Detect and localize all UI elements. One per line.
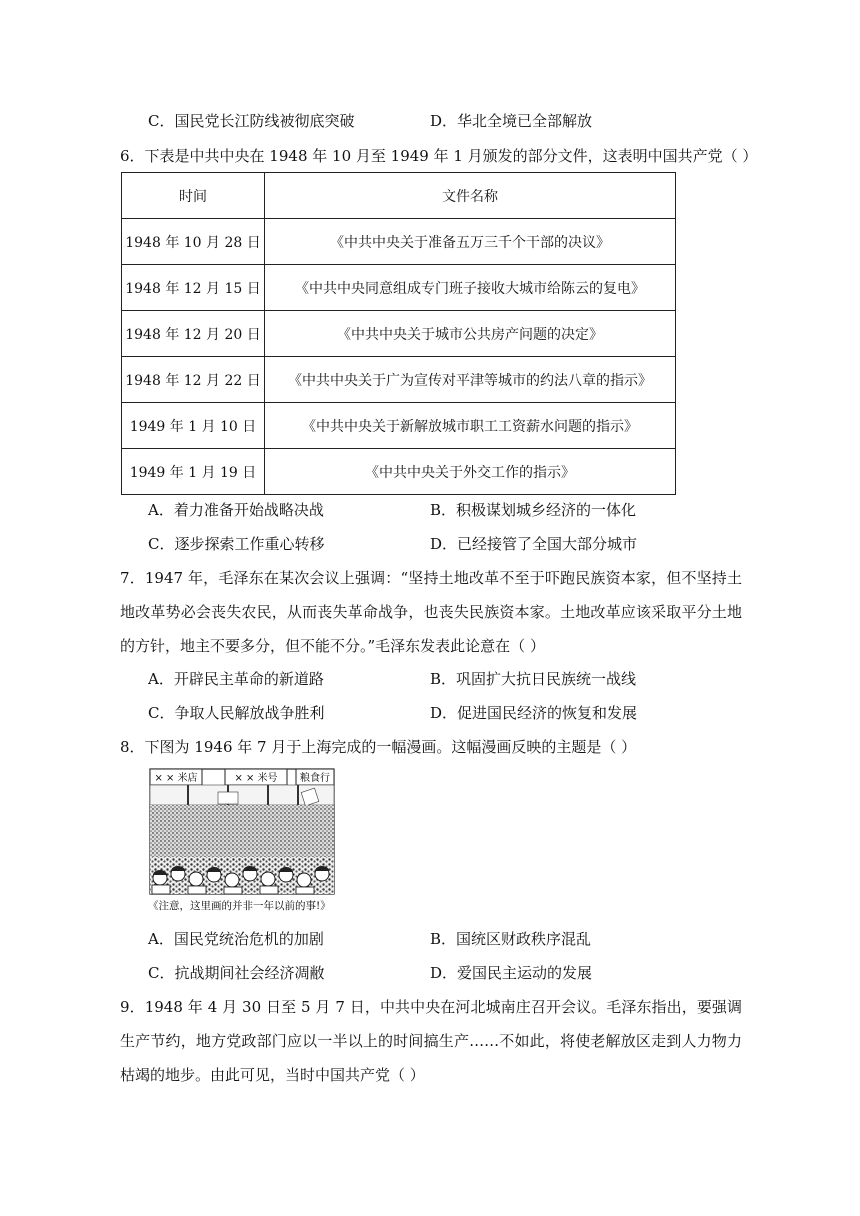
q6-option-c: C．逐步探索工作重心转移 (148, 535, 325, 553)
q5-option-c: C．国民党长江防线被彻底突破 (148, 112, 355, 130)
cartoon-sign-3: 粮食行 (300, 773, 330, 784)
q8-option-a: A．国民党统治危机的加剧 (148, 930, 324, 948)
table-cell-time: 1949 年 1 月 10 日 (122, 403, 265, 449)
table-cell-doc: 《中共中央关于广为宣传对平津等城市的约法八章的指示》 (265, 357, 676, 403)
q9-stem: 9．1948 年 4 月 30 日至 5 月 7 日，中共中央在河北城南庄召开会议。毛泽东指出，要强调生产节约，地方党政部门应以一半以上的时间搞生产……不如此，将使老解放区走到人力物力枯竭的地步。由此可见，当时中国共产党（ ） (120, 998, 742, 1084)
table-cell-time: 1948 年 12 月 15 日 (122, 265, 265, 311)
table-cell-doc: 《中共中央关于新解放城市职工工资薪水问题的指示》 (265, 403, 676, 449)
table-cell-time: 1948 年 10 月 28 日 (122, 219, 265, 265)
q8-stem: 8．下图为 1946 年 7 月于上海完成的一幅漫画。这幅漫画反映的主题是（ ） (120, 738, 637, 756)
q6-option-a: A．着力准备开始战略决战 (148, 501, 324, 519)
q6-document-table (121, 172, 676, 495)
table-row (122, 311, 676, 357)
table-row (122, 265, 676, 311)
q8-cartoon (148, 768, 336, 916)
q6-option-d: D．已经接管了全国大部分城市 (430, 535, 638, 553)
table-row (122, 403, 676, 449)
table-row (122, 449, 676, 495)
table-cell-doc: 《中共中央关于外交工作的指示》 (265, 449, 676, 495)
q7-stem: 7．1947 年，毛泽东在某次会议上强调：“坚持土地改革不至于吓跑民族资本家，但不坚持土地改革势必会丧失农民，从而丧失革命战争，也丧失民族资本家。土地改革应该采取平分土地的方针，地主不要多分，但不能不分。”毛泽东发表此论意在（ ） (120, 569, 742, 655)
table-cell-time: 1948 年 12 月 20 日 (122, 311, 265, 357)
cartoon-caption: 《注意，这里画的并非一年以前的事!》 (148, 900, 331, 912)
table-cell-time: 1948 年 12 月 22 日 (122, 357, 265, 403)
table-cell-doc: 《中共中央关于城市公共房产问题的决定》 (265, 311, 676, 357)
table-row (122, 357, 676, 403)
table-header-time: 时间 (122, 173, 265, 219)
table-header-row (122, 173, 676, 219)
table-cell-time: 1949 年 1 月 19 日 (122, 449, 265, 495)
table-cell-doc: 《中共中央同意组成专门班子接收大城市给陈云的复电》 (265, 265, 676, 311)
q8-option-c: C．抗战期间社会经济凋敝 (148, 964, 325, 982)
q7-option-d: D．促进国民经济的恢复和发展 (430, 704, 638, 722)
cartoon-drawing (148, 768, 336, 916)
q6-stem: 6．下表是中共中央在 1948 年 10 月至 1949 年 1 月颁发的部分文件，这表明中国共产党（ ） (120, 147, 758, 165)
table-cell-doc: 《中共中央关于准备五万三千个干部的决议》 (265, 219, 676, 265)
q7-option-b: B．巩固扩大抗日民族统一战线 (430, 670, 637, 688)
cartoon-sign-1: × × 米店 (154, 773, 198, 784)
cartoon-sign-2: × × 米号 (234, 773, 278, 784)
q6-option-b: B．积极谋划城乡经济的一体化 (430, 501, 637, 519)
q7-option-a: A．开辟民主革命的新道路 (148, 670, 324, 688)
q7-option-c: C．争取人民解放战争胜利 (148, 704, 325, 722)
q5-option-d: D．华北全境已全部解放 (430, 112, 593, 130)
table-row (122, 219, 676, 265)
table-header-doc-name: 文件名称 (265, 173, 676, 219)
q8-option-d: D．爱国民主运动的发展 (430, 964, 593, 982)
q8-option-b: B．国统区财政秩序混乱 (430, 930, 592, 948)
